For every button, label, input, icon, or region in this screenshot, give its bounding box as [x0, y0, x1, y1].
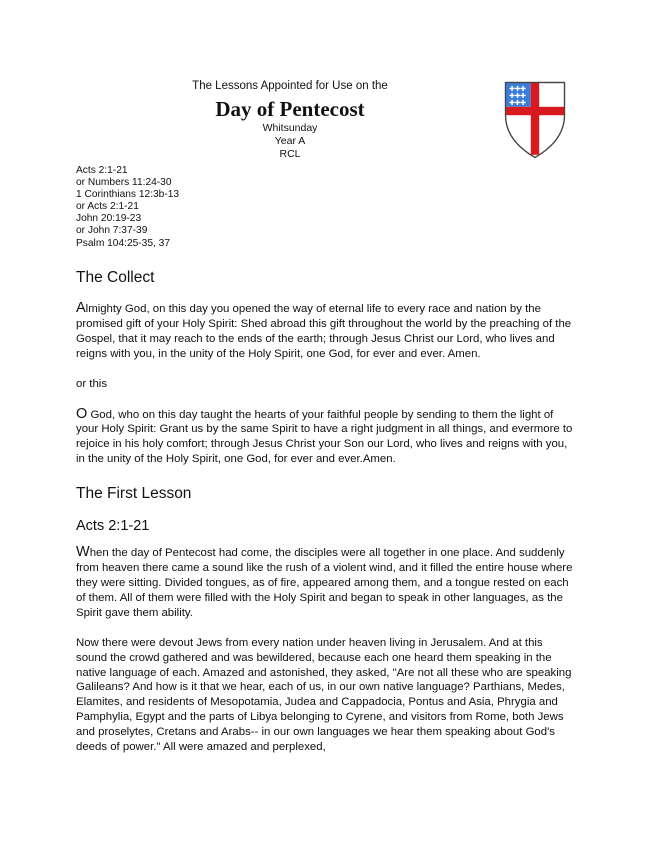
- prayer-text: God, who on this day taught the hearts of your faithful people by sending to them the light of your Holy Spirit: Grant us by the same Spirit to have a right judgment in all things, and evermore to rejoice in his holy comfort; through Jesus Christ your Son our Lord, who lives and reigns with you, in the unity of the Holy Spirit, one God, for ever and ever.Amen.: [76, 408, 573, 466]
- readings-list: [76, 165, 179, 250]
- svg-text:✚: ✚: [520, 92, 526, 100]
- document-body: [76, 268, 576, 755]
- drop-letter: O: [76, 405, 88, 422]
- reading-item: Acts 2:1-21: [76, 165, 128, 176]
- header-line-whitsunday: Whitsunday: [262, 122, 318, 134]
- collect-prayer-2: [76, 407, 576, 468]
- drop-letter: A: [76, 300, 86, 316]
- collect-heading: The Collect: [76, 269, 155, 286]
- reading-item: 1 Corinthians 12:3b-13: [76, 189, 180, 201]
- svg-text:✚: ✚: [520, 99, 526, 107]
- episcopal-shield-icon: [504, 81, 566, 159]
- reading-item: John 20:19-23: [76, 213, 142, 225]
- header-kicker: The Lessons Appointed for Use on the: [192, 80, 388, 92]
- header-line-lectionary: RCL: [279, 148, 301, 160]
- reading-item: Psalm 104:25-35, 37: [76, 237, 171, 249]
- svg-text:✚: ✚: [509, 92, 515, 100]
- reading-item: or John 7:37-39: [76, 225, 148, 237]
- reading-item: or Acts 2:1-21: [76, 201, 139, 213]
- svg-text:✚: ✚: [509, 99, 515, 107]
- lesson-paragraph-2: Now there were devout Jews from every nation under heaven living in Jerusalem. And at this sound the crowd gathered and was bewildered, because each one heard them speaking in the native language of each. Amazed and astonished, they asked, "Are not all these who are speaking Galileans? And how is it that we hear, each of us, in our own native language? Parthians, Medes, Elamites, and residents of Mesopotamia, Judea and Cappadocia, Pontus and Asia, Phrygia and Pamphylia, Egypt and the parts of Libya belonging to Cyrene, and visitors from Rome, both Jews and proselytes, Cretans and Arabs-- in our own languages we hear them speaking about God's deeds of power." All were amazed and perplexed,: [76, 636, 572, 754]
- drop-letter: W: [76, 544, 90, 561]
- svg-text:✚: ✚: [514, 99, 521, 107]
- svg-text:✚: ✚: [514, 85, 521, 93]
- svg-text:✚: ✚: [520, 85, 526, 93]
- lesson-paragraph-1: [76, 545, 576, 621]
- first-lesson-heading: The First Lesson: [76, 485, 192, 503]
- prayer-text: lmighty God, on this day you opened the way of eternal life to every race and nation by the promised gift of your Holy Spirit: Shed abroad this gift throughout the world by the preaching of the Gospel, that it may reach to the ends of the earth; through Jesus Christ our Lord, who lives and reigns with you, in the unity of the Holy Spirit, one God, for ever and ever. Amen.: [76, 303, 572, 360]
- collect-prayer-1: [76, 301, 576, 362]
- reading-item: or Numbers 11:24-30: [76, 177, 172, 189]
- lesson-text: hen the day of Pentecost had come, the disciples were all together in one place. And suddenly from heaven there came a sound like the rush of a violent wind, and it filled the entire house where they were sitting. Divided tongues, as of fire, appeared among them, and a tongue rested on each of them. All of them were filled with the Holy Spirit and began to speak in other languages, as the Spirit gave them ability.: [76, 547, 573, 619]
- header-line-year: Year A: [274, 135, 306, 147]
- page-title: Day of Pentecost: [215, 97, 365, 121]
- or-this-label: or this: [76, 377, 108, 390]
- svg-text:✚: ✚: [514, 92, 521, 100]
- lesson-reference: Acts 2:1-21: [76, 518, 150, 535]
- svg-text:✚: ✚: [509, 85, 515, 93]
- page-header: [140, 79, 440, 161]
